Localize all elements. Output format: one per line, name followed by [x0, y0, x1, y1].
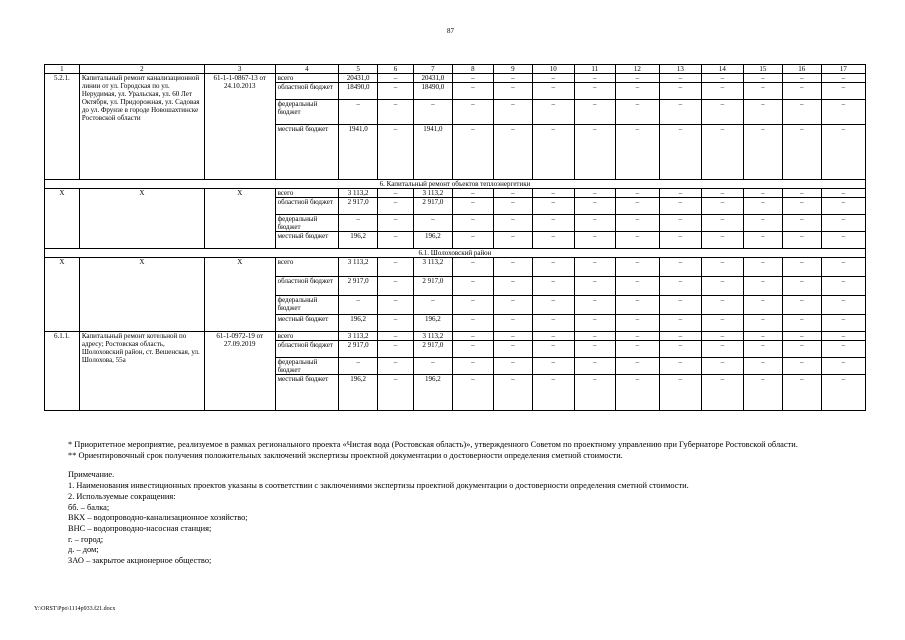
column-number: 8: [452, 65, 493, 74]
item-name: Капитальный ремонт канализационной линии от ул. Городская по ул. Нерудимая, ул. Уральская, ул. 60 Лет Октября, ул. Придорожная, ул. Садовая до ул. Фрунзе в городе Новошахтинске Ростовской области: [79, 74, 204, 180]
value-col-5: 3 113,2: [339, 332, 378, 341]
funding-source: областной бюджет: [275, 83, 339, 100]
abbreviation-item: ВНС – водопроводно-насосная станция;: [68, 523, 212, 533]
value-col-13: –: [659, 258, 701, 277]
column-number: 6: [378, 65, 414, 74]
value-col-15: –: [743, 277, 782, 296]
value-col-13: –: [659, 100, 701, 125]
value-col-14: –: [701, 125, 743, 180]
value-col-13: –: [659, 277, 701, 296]
funding-source: федеральный бюджет: [275, 296, 339, 315]
funding-source: местный бюджет: [275, 315, 339, 332]
value-col-13: –: [659, 74, 701, 83]
value-col-7: 18490,0: [413, 83, 452, 100]
value-col-10: –: [532, 83, 574, 100]
value-col-12: –: [615, 332, 659, 341]
value-col-11: –: [574, 358, 615, 375]
value-col-12: –: [615, 198, 659, 215]
value-col-8: –: [452, 296, 493, 315]
value-col-8: –: [452, 341, 493, 358]
funding-source: областной бюджет: [275, 198, 339, 215]
value-col-11: –: [574, 341, 615, 358]
value-col-8: –: [452, 74, 493, 83]
value-col-8: –: [452, 215, 493, 232]
value-col-16: –: [782, 125, 821, 180]
abbreviation-item: ВКХ – водопроводно-канализационное хозяйство;: [68, 513, 248, 523]
column-number: 15: [743, 65, 782, 74]
funding-source: местный бюджет: [275, 375, 339, 411]
value-col-5: –: [339, 100, 378, 125]
value-col-10: –: [532, 100, 574, 125]
value-col-14: –: [701, 198, 743, 215]
expertise-conclusion: 61-1-0972-19 от 27.09.2019: [204, 332, 275, 411]
value-col-17: –: [821, 358, 865, 375]
value-col-6: –: [378, 258, 414, 277]
value-col-7: 2 917,0: [413, 277, 452, 296]
value-col-5: –: [339, 296, 378, 315]
abbreviation-item: бб. – балка;: [68, 502, 110, 512]
value-col-10: –: [532, 74, 574, 83]
column-number: 2: [79, 65, 204, 74]
value-col-6: –: [378, 83, 414, 100]
file-path-footer: Y:\ORST\Ppo\1114p933.f21.docx: [34, 606, 116, 612]
value-col-8: –: [452, 198, 493, 215]
value-col-7: 196,2: [413, 232, 452, 249]
value-col-15: –: [743, 358, 782, 375]
value-col-6: –: [378, 232, 414, 249]
value-col-12: –: [615, 375, 659, 411]
section-heading-row: [45, 249, 866, 258]
value-col-17: –: [821, 332, 865, 341]
value-col-11: –: [574, 277, 615, 296]
value-col-6: –: [378, 341, 414, 358]
value-col-13: –: [659, 332, 701, 341]
value-col-15: –: [743, 332, 782, 341]
value-col-14: –: [701, 232, 743, 249]
value-col-12: –: [615, 358, 659, 375]
value-col-12: –: [615, 83, 659, 100]
value-col-10: –: [532, 125, 574, 180]
value-col-16: –: [782, 277, 821, 296]
funding-source: всего: [275, 189, 339, 198]
value-col-16: –: [782, 198, 821, 215]
value-col-16: –: [782, 341, 821, 358]
value-col-16: –: [782, 332, 821, 341]
value-col-14: –: [701, 189, 743, 198]
value-col-7: –: [413, 358, 452, 375]
value-col-8: –: [452, 232, 493, 249]
value-col-10: –: [532, 296, 574, 315]
value-col-14: –: [701, 83, 743, 100]
item-number: 5.2.1.: [45, 74, 80, 180]
value-col-6: –: [378, 125, 414, 180]
value-col-14: –: [701, 315, 743, 332]
column-number: 3: [204, 65, 275, 74]
value-col-5: 196,2: [339, 232, 378, 249]
abbreviation-item: д. – дом;: [68, 545, 99, 555]
value-col-13: –: [659, 125, 701, 180]
value-col-15: –: [743, 341, 782, 358]
value-col-13: –: [659, 198, 701, 215]
value-col-6: –: [378, 74, 414, 83]
value-col-8: –: [452, 100, 493, 125]
value-col-17: –: [821, 189, 865, 198]
value-col-8: –: [452, 83, 493, 100]
value-col-17: –: [821, 341, 865, 358]
value-col-11: –: [574, 198, 615, 215]
item-name: X: [79, 189, 204, 249]
value-col-10: –: [532, 375, 574, 411]
value-col-14: –: [701, 296, 743, 315]
value-col-9: –: [493, 189, 532, 198]
value-col-5: 196,2: [339, 315, 378, 332]
item-number: X: [45, 258, 80, 332]
value-col-12: –: [615, 100, 659, 125]
value-col-11: –: [574, 232, 615, 249]
funding-source: всего: [275, 332, 339, 341]
value-col-15: –: [743, 232, 782, 249]
value-col-17: –: [821, 315, 865, 332]
value-col-12: –: [615, 189, 659, 198]
value-col-16: –: [782, 100, 821, 125]
value-col-9: –: [493, 74, 532, 83]
value-col-17: –: [821, 74, 865, 83]
abbreviation-item: ЗАО – закрытое акционерное общество;: [68, 556, 212, 566]
expertise-conclusion: X: [204, 258, 275, 332]
value-col-7: –: [413, 100, 452, 125]
value-col-6: –: [378, 296, 414, 315]
value-col-17: –: [821, 215, 865, 232]
value-col-10: –: [532, 215, 574, 232]
value-col-16: –: [782, 74, 821, 83]
value-col-6: –: [378, 215, 414, 232]
value-col-16: –: [782, 215, 821, 232]
value-col-11: –: [574, 332, 615, 341]
value-col-17: –: [821, 232, 865, 249]
value-col-17: –: [821, 198, 865, 215]
column-number: 9: [493, 65, 532, 74]
column-number: 4: [275, 65, 339, 74]
value-col-12: –: [615, 232, 659, 249]
value-col-6: –: [378, 332, 414, 341]
column-number: 17: [821, 65, 865, 74]
value-col-16: –: [782, 315, 821, 332]
value-col-9: –: [493, 83, 532, 100]
value-col-14: –: [701, 332, 743, 341]
value-col-14: –: [701, 358, 743, 375]
value-col-7: 20431,0: [413, 74, 452, 83]
value-col-12: –: [615, 296, 659, 315]
section-title: 6. Капитальный ремонт объектов теплоэнергетики: [45, 180, 866, 189]
value-col-14: –: [701, 215, 743, 232]
value-col-10: –: [532, 232, 574, 249]
expertise-conclusion: 61-1-1-0867-13 от 24.10.2013: [204, 74, 275, 180]
funding-source: федеральный бюджет: [275, 358, 339, 375]
footnote-expertise-term: ** Ориентировочный срок получения положительных заключений экспертизы проектной документации о достоверности определения сметной стоимости.: [68, 450, 623, 460]
value-col-6: –: [378, 277, 414, 296]
value-col-5: –: [339, 358, 378, 375]
value-col-15: –: [743, 189, 782, 198]
footnote-priority: * Приоритетное мероприятие, реализуемое в рамках регионального проекта «Чистая вода (Ростовская область)», утвержденного Советом по проектному управлению при Губернаторе Ростовской области.: [68, 440, 798, 449]
value-col-13: –: [659, 215, 701, 232]
value-col-13: –: [659, 341, 701, 358]
funding-source: областной бюджет: [275, 277, 339, 296]
funding-source: местный бюджет: [275, 232, 339, 249]
value-col-8: –: [452, 375, 493, 411]
value-col-15: –: [743, 215, 782, 232]
value-col-14: –: [701, 74, 743, 83]
value-col-5: 2 917,0: [339, 341, 378, 358]
value-col-8: –: [452, 277, 493, 296]
value-col-7: 3 113,2: [413, 189, 452, 198]
funding-source: местный бюджет: [275, 125, 339, 180]
value-col-7: 2 917,0: [413, 198, 452, 215]
funding-source: всего: [275, 258, 339, 277]
value-col-10: –: [532, 315, 574, 332]
table-row: [45, 74, 866, 83]
value-col-12: –: [615, 341, 659, 358]
value-col-13: –: [659, 358, 701, 375]
value-col-11: –: [574, 258, 615, 277]
value-col-6: –: [378, 189, 414, 198]
value-col-8: –: [452, 332, 493, 341]
value-col-7: 3 113,2: [413, 258, 452, 277]
value-col-15: –: [743, 198, 782, 215]
item-number: 6.1.1.: [45, 332, 80, 411]
remark-2: 2. Используемые сокращения:: [68, 491, 176, 501]
value-col-9: –: [493, 315, 532, 332]
value-col-11: –: [574, 296, 615, 315]
value-col-14: –: [701, 341, 743, 358]
funding-source: федеральный бюджет: [275, 215, 339, 232]
value-col-6: –: [378, 375, 414, 411]
value-col-9: –: [493, 375, 532, 411]
value-col-17: –: [821, 375, 865, 411]
value-col-10: –: [532, 258, 574, 277]
value-col-11: –: [574, 83, 615, 100]
value-col-17: –: [821, 258, 865, 277]
table-row: [45, 258, 866, 277]
value-col-9: –: [493, 341, 532, 358]
value-col-17: –: [821, 277, 865, 296]
abbreviation-item: г. – город;: [68, 534, 104, 544]
value-col-8: –: [452, 358, 493, 375]
value-col-5: 1941,0: [339, 125, 378, 180]
value-col-9: –: [493, 198, 532, 215]
value-col-5: 2 917,0: [339, 198, 378, 215]
value-col-12: –: [615, 277, 659, 296]
value-col-10: –: [532, 332, 574, 341]
value-col-15: –: [743, 375, 782, 411]
value-col-13: –: [659, 315, 701, 332]
value-col-7: –: [413, 215, 452, 232]
value-col-12: –: [615, 215, 659, 232]
value-col-7: 1941,0: [413, 125, 452, 180]
investment-table: [44, 64, 866, 411]
value-col-11: –: [574, 189, 615, 198]
value-col-16: –: [782, 83, 821, 100]
value-col-8: –: [452, 258, 493, 277]
value-col-11: –: [574, 125, 615, 180]
value-col-5: 18490,0: [339, 83, 378, 100]
value-col-17: –: [821, 83, 865, 100]
value-col-13: –: [659, 375, 701, 411]
value-col-8: –: [452, 189, 493, 198]
value-col-5: 196,2: [339, 375, 378, 411]
column-number-row: [45, 65, 866, 74]
value-col-12: –: [615, 258, 659, 277]
value-col-14: –: [701, 100, 743, 125]
value-col-7: 196,2: [413, 315, 452, 332]
table-row: [45, 332, 866, 341]
value-col-13: –: [659, 83, 701, 100]
value-col-13: –: [659, 232, 701, 249]
value-col-5: –: [339, 215, 378, 232]
value-col-17: –: [821, 125, 865, 180]
value-col-9: –: [493, 258, 532, 277]
value-col-15: –: [743, 100, 782, 125]
value-col-9: –: [493, 125, 532, 180]
value-col-15: –: [743, 74, 782, 83]
section-title: 6.1. Шолоховский район: [45, 249, 866, 258]
value-col-5: 2 917,0: [339, 277, 378, 296]
value-col-11: –: [574, 375, 615, 411]
value-col-10: –: [532, 341, 574, 358]
value-col-17: –: [821, 296, 865, 315]
value-col-10: –: [532, 189, 574, 198]
value-col-9: –: [493, 100, 532, 125]
value-col-16: –: [782, 296, 821, 315]
value-col-9: –: [493, 277, 532, 296]
value-col-16: –: [782, 232, 821, 249]
column-number: 13: [659, 65, 701, 74]
table-row: [45, 189, 866, 198]
value-col-12: –: [615, 74, 659, 83]
value-col-11: –: [574, 74, 615, 83]
value-col-16: –: [782, 258, 821, 277]
section-heading-row: [45, 180, 866, 189]
value-col-9: –: [493, 358, 532, 375]
column-number: 16: [782, 65, 821, 74]
value-col-10: –: [532, 198, 574, 215]
value-col-7: 196,2: [413, 375, 452, 411]
value-col-15: –: [743, 83, 782, 100]
value-col-12: –: [615, 315, 659, 332]
expertise-conclusion: X: [204, 189, 275, 249]
value-col-7: –: [413, 296, 452, 315]
value-col-13: –: [659, 189, 701, 198]
funding-source: областной бюджет: [275, 341, 339, 358]
column-number: 5: [339, 65, 378, 74]
value-col-5: 3 113,2: [339, 189, 378, 198]
value-col-9: –: [493, 232, 532, 249]
value-col-6: –: [378, 358, 414, 375]
value-col-10: –: [532, 277, 574, 296]
value-col-15: –: [743, 258, 782, 277]
value-col-15: –: [743, 125, 782, 180]
value-col-15: –: [743, 296, 782, 315]
value-col-6: –: [378, 100, 414, 125]
value-col-16: –: [782, 189, 821, 198]
item-name: X: [79, 258, 204, 332]
value-col-10: –: [532, 358, 574, 375]
item-number: X: [45, 189, 80, 249]
value-col-7: 3 113,2: [413, 332, 452, 341]
remark-title: Примечание.: [68, 470, 115, 480]
value-col-14: –: [701, 258, 743, 277]
value-col-7: 2 917,0: [413, 341, 452, 358]
value-col-16: –: [782, 375, 821, 411]
column-number: 10: [532, 65, 574, 74]
value-col-9: –: [493, 215, 532, 232]
remark-1: 1. Наименования инвестиционных проектов указаны в соответствии с заключениями экспертизы проектной документации о достоверности определения сметной стоимости.: [68, 481, 689, 491]
value-col-11: –: [574, 100, 615, 125]
value-col-6: –: [378, 315, 414, 332]
funding-source: федеральный бюджет: [275, 100, 339, 125]
value-col-9: –: [493, 296, 532, 315]
value-col-9: –: [493, 332, 532, 341]
value-col-13: –: [659, 296, 701, 315]
column-number: 14: [701, 65, 743, 74]
funding-source: всего: [275, 74, 339, 83]
column-number: 11: [574, 65, 615, 74]
value-col-11: –: [574, 315, 615, 332]
item-name: Капитальный ремонт котельной по адресу; Ростовская область, Шолоховский район, ст. Вешенская, ул. Шолохова, 55а: [79, 332, 204, 411]
value-col-6: –: [378, 198, 414, 215]
value-col-17: –: [821, 100, 865, 125]
value-col-8: –: [452, 315, 493, 332]
value-col-12: –: [615, 125, 659, 180]
value-col-11: –: [574, 215, 615, 232]
page-number: 87: [447, 27, 454, 35]
column-number: 1: [45, 65, 80, 74]
value-col-5: 3 113,2: [339, 258, 378, 277]
value-col-14: –: [701, 375, 743, 411]
notes-block: [68, 440, 865, 567]
value-col-16: –: [782, 358, 821, 375]
value-col-14: –: [701, 277, 743, 296]
column-number: 7: [413, 65, 452, 74]
value-col-8: –: [452, 125, 493, 180]
value-col-15: –: [743, 315, 782, 332]
column-number: 12: [615, 65, 659, 74]
value-col-5: 20431,0: [339, 74, 378, 83]
